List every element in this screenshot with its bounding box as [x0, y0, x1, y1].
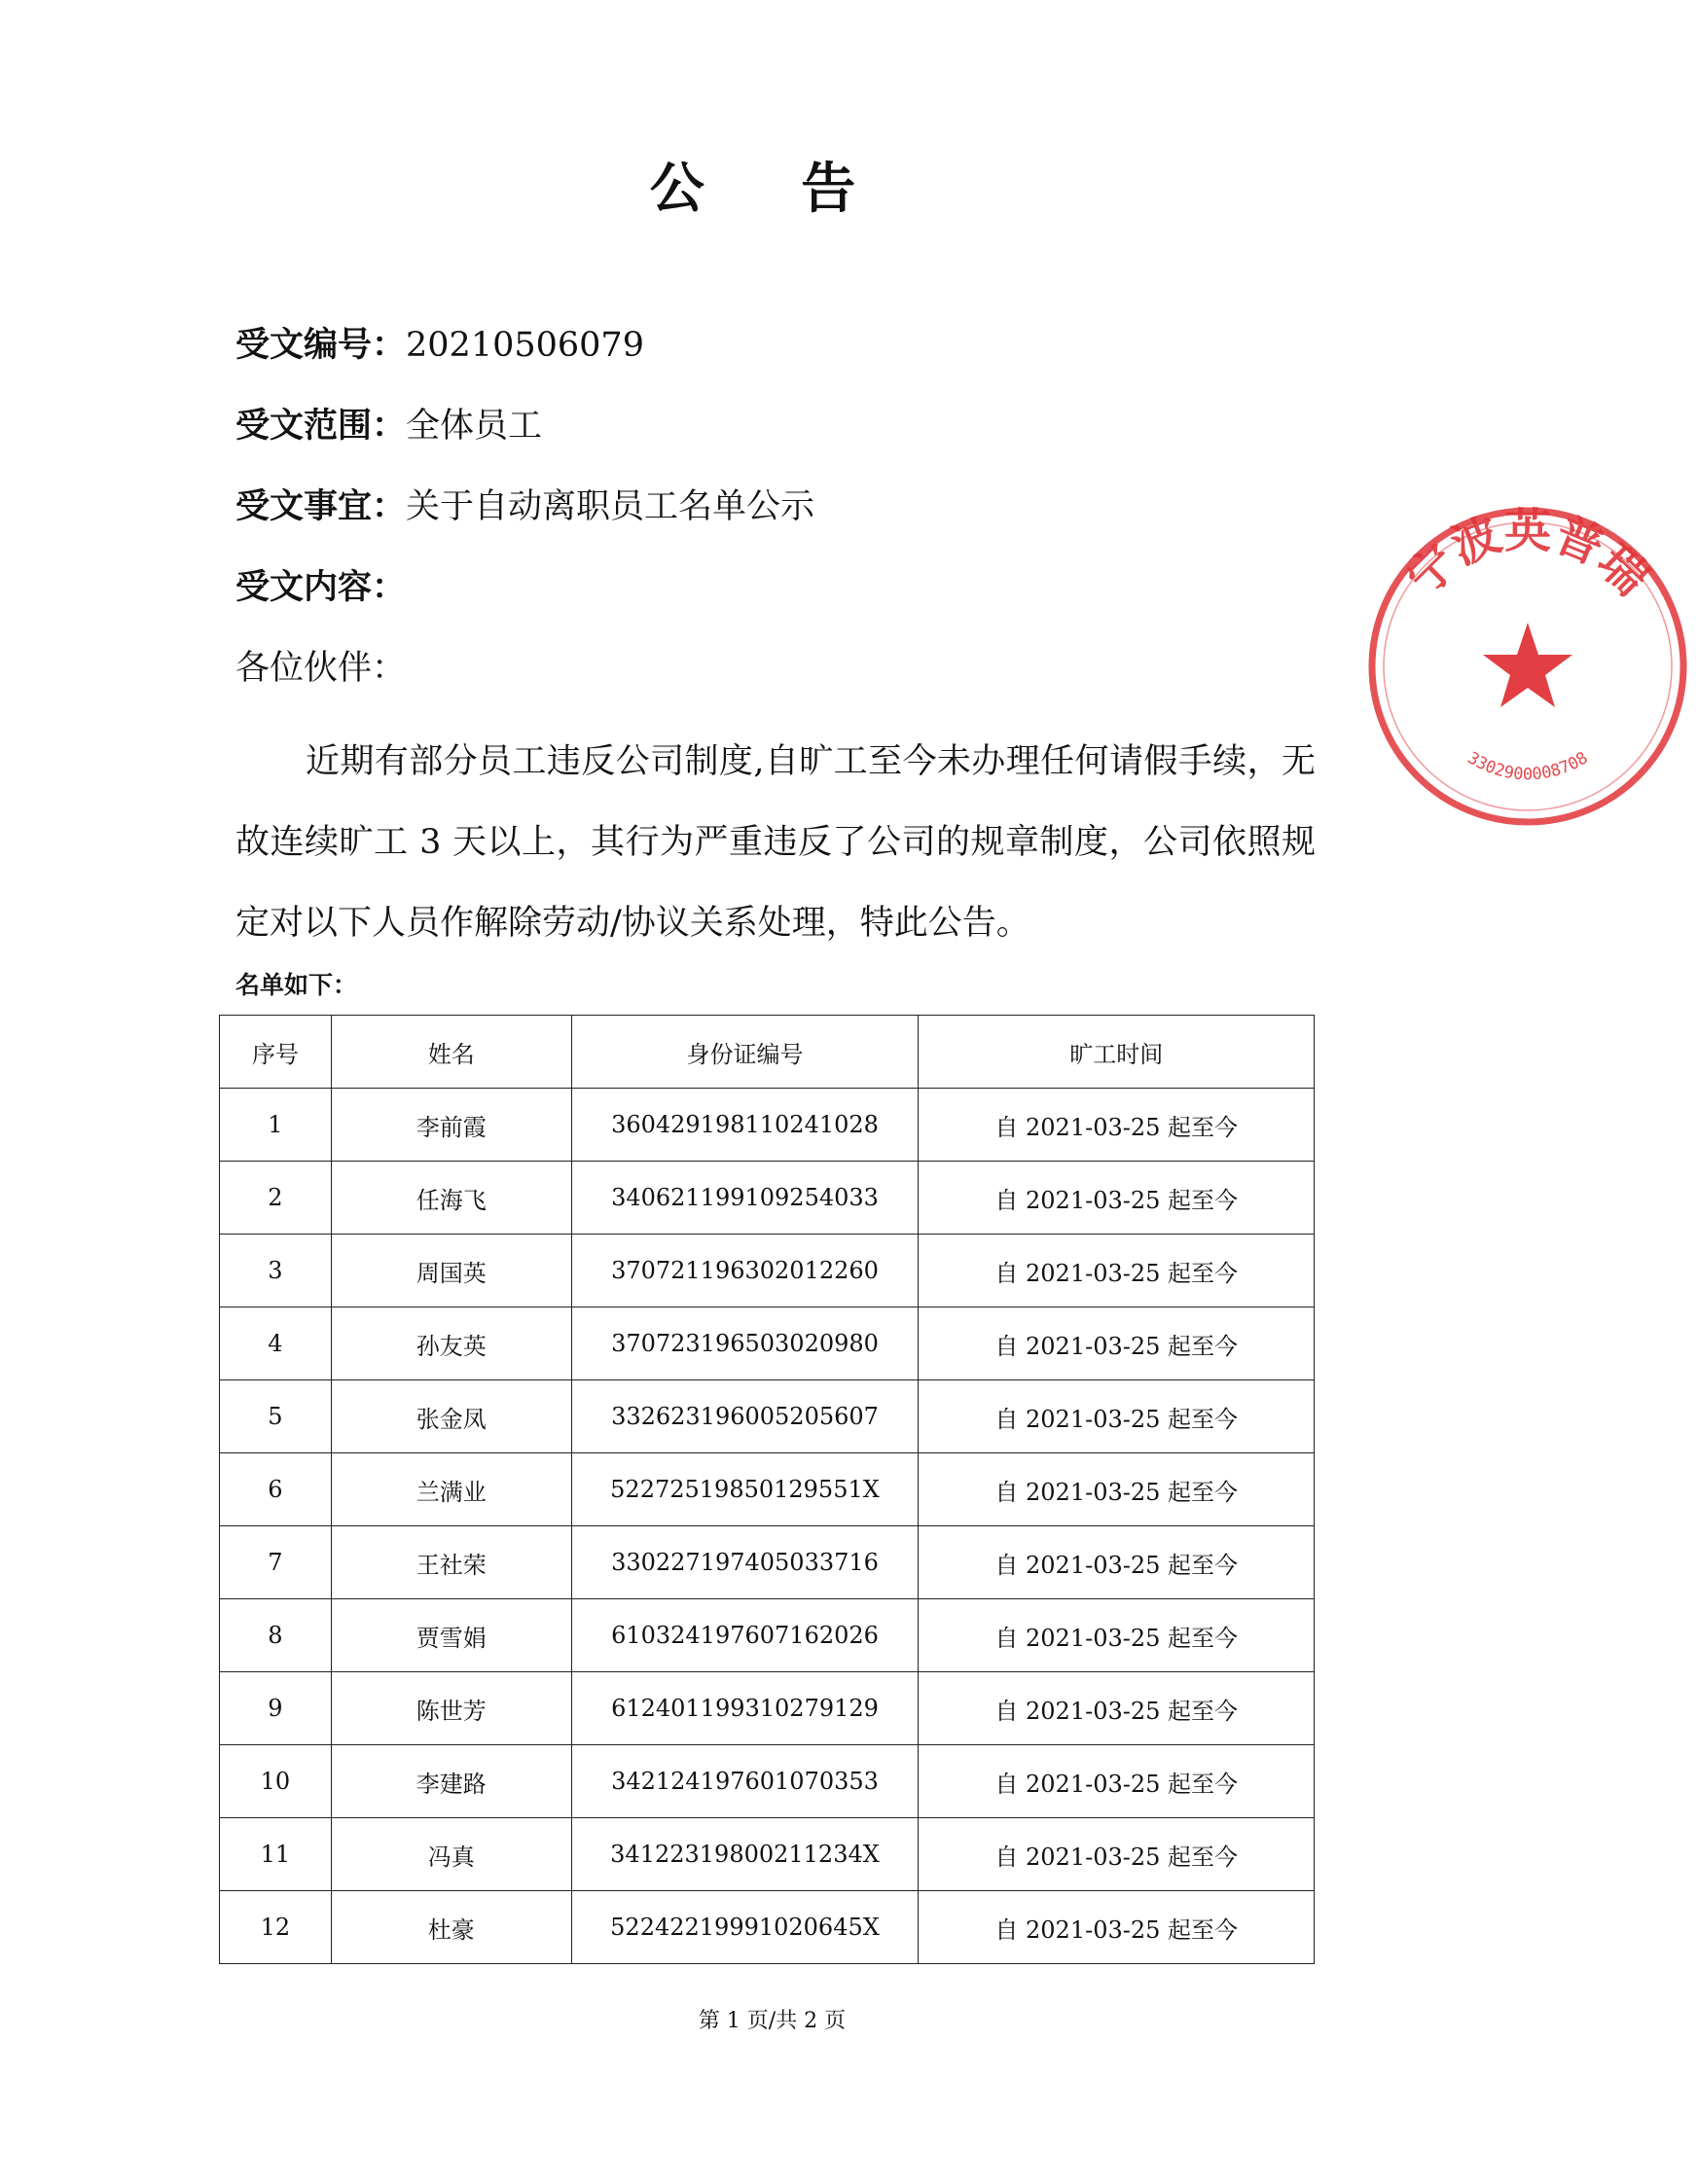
cell-id-number: 342124197601070353 — [571, 1745, 919, 1818]
doc-number-label: 受文编号： — [235, 325, 407, 365]
cell-id-number: 330227197405033716 — [571, 1526, 919, 1599]
table-row — [220, 1891, 1315, 1964]
cell-id-number: 52272519850129551X — [571, 1453, 919, 1526]
subject-row — [235, 483, 814, 531]
doc-number-value: 20210506079 — [406, 326, 644, 365]
employee-table — [219, 1015, 1315, 1964]
cell-name: 杜豪 — [331, 1891, 571, 1964]
cell-name: 兰满业 — [331, 1453, 571, 1526]
cell-absence-time: 自 2021-03-25 起至今 — [919, 1818, 1315, 1891]
cell-index: 7 — [220, 1526, 332, 1599]
table-row — [220, 1672, 1315, 1745]
cell-index: 6 — [220, 1453, 332, 1526]
cell-name: 贾雪娟 — [331, 1599, 571, 1672]
cell-absence-time: 自 2021-03-25 起至今 — [919, 1672, 1315, 1745]
scope-row — [235, 402, 542, 450]
cell-name: 周国英 — [331, 1235, 571, 1307]
table-row — [220, 1745, 1315, 1818]
cell-index: 5 — [220, 1380, 332, 1453]
cell-id-number: 612401199310279129 — [571, 1672, 919, 1745]
page-footer: 第 1 页/共 2 页 — [698, 2009, 847, 2033]
seal-star-icon — [1483, 623, 1572, 707]
table-row — [220, 1162, 1315, 1235]
doc-number-row — [235, 321, 644, 370]
cell-absence-time: 自 2021-03-25 起至今 — [919, 1891, 1315, 1964]
list-label: 名单如下： — [235, 971, 358, 999]
header-id-number: 身份证编号 — [571, 1016, 919, 1089]
cell-index: 3 — [220, 1235, 332, 1307]
cell-index: 10 — [220, 1745, 332, 1818]
table-row — [220, 1380, 1315, 1453]
cell-absence-time: 自 2021-03-25 起至今 — [919, 1235, 1315, 1307]
cell-id-number: 370721196302012260 — [571, 1235, 919, 1307]
cell-index: 12 — [220, 1891, 332, 1964]
seal-number: 3302900008708 — [1463, 748, 1592, 785]
cell-id-number: 332623196005205607 — [571, 1380, 919, 1453]
cell-absence-time: 自 2021-03-25 起至今 — [919, 1380, 1315, 1453]
table-row — [220, 1453, 1315, 1526]
table-row — [220, 1089, 1315, 1162]
subject-label: 受文事宜： — [235, 486, 407, 526]
cell-index: 9 — [220, 1672, 332, 1745]
body-paragraph: 近期有部分员工违反公司制度,自旷工至今未办理任何请假手续，无故连续旷工 3 天以上，其行为严重违反了公司的规章制度，公司依照规定对以下人员作解除劳动/协议关系处理，特此公告。 — [235, 742, 1316, 943]
table-row — [220, 1818, 1315, 1891]
company-seal — [1357, 496, 1698, 837]
header-index: 序号 — [220, 1016, 332, 1089]
content-row — [235, 563, 406, 612]
greeting: 各位伙伴： — [235, 649, 407, 688]
scope-label: 受文范围： — [235, 406, 407, 446]
table-row — [220, 1307, 1315, 1380]
page-title: 公 告 — [649, 157, 895, 221]
cell-name: 冯真 — [331, 1818, 571, 1891]
content-label: 受文内容： — [235, 567, 407, 607]
scope-value: 全体员工 — [406, 407, 543, 446]
cell-absence-time: 自 2021-03-25 起至今 — [919, 1089, 1315, 1162]
table-header-row — [220, 1016, 1315, 1089]
cell-index: 8 — [220, 1599, 332, 1672]
cell-absence-time: 自 2021-03-25 起至今 — [919, 1307, 1315, 1380]
cell-name: 李前霞 — [331, 1089, 571, 1162]
cell-id-number: 360429198110241028 — [571, 1089, 919, 1162]
cell-index: 11 — [220, 1818, 332, 1891]
cell-absence-time: 自 2021-03-25 起至今 — [919, 1599, 1315, 1672]
table-row — [220, 1526, 1315, 1599]
table-row — [220, 1235, 1315, 1307]
cell-id-number: 370723196503020980 — [571, 1307, 919, 1380]
cell-name: 李建路 — [331, 1745, 571, 1818]
cell-absence-time: 自 2021-03-25 起至今 — [919, 1162, 1315, 1235]
cell-name: 孙友英 — [331, 1307, 571, 1380]
cell-id-number: 34122319800211234X — [571, 1818, 919, 1891]
cell-name: 王社荣 — [331, 1526, 571, 1599]
header-absence-time: 旷工时间 — [919, 1016, 1315, 1089]
cell-absence-time: 自 2021-03-25 起至今 — [919, 1745, 1315, 1818]
cell-index: 2 — [220, 1162, 332, 1235]
cell-name: 张金凤 — [331, 1380, 571, 1453]
cell-id-number: 610324197607162026 — [571, 1599, 919, 1672]
cell-id-number: 340621199109254033 — [571, 1162, 919, 1235]
cell-name: 任海飞 — [331, 1162, 571, 1235]
cell-absence-time: 自 2021-03-25 起至今 — [919, 1526, 1315, 1599]
header-name: 姓名 — [331, 1016, 571, 1089]
cell-index: 1 — [220, 1089, 332, 1162]
cell-absence-time: 自 2021-03-25 起至今 — [919, 1453, 1315, 1526]
table-row — [220, 1599, 1315, 1672]
subject-value: 关于自动离职员工名单公示 — [406, 487, 815, 526]
cell-id-number: 52242219991020645X — [571, 1891, 919, 1964]
cell-name: 陈世芳 — [331, 1672, 571, 1745]
cell-index: 4 — [220, 1307, 332, 1380]
seal-text: 宁波英普瑞 — [1396, 504, 1659, 607]
